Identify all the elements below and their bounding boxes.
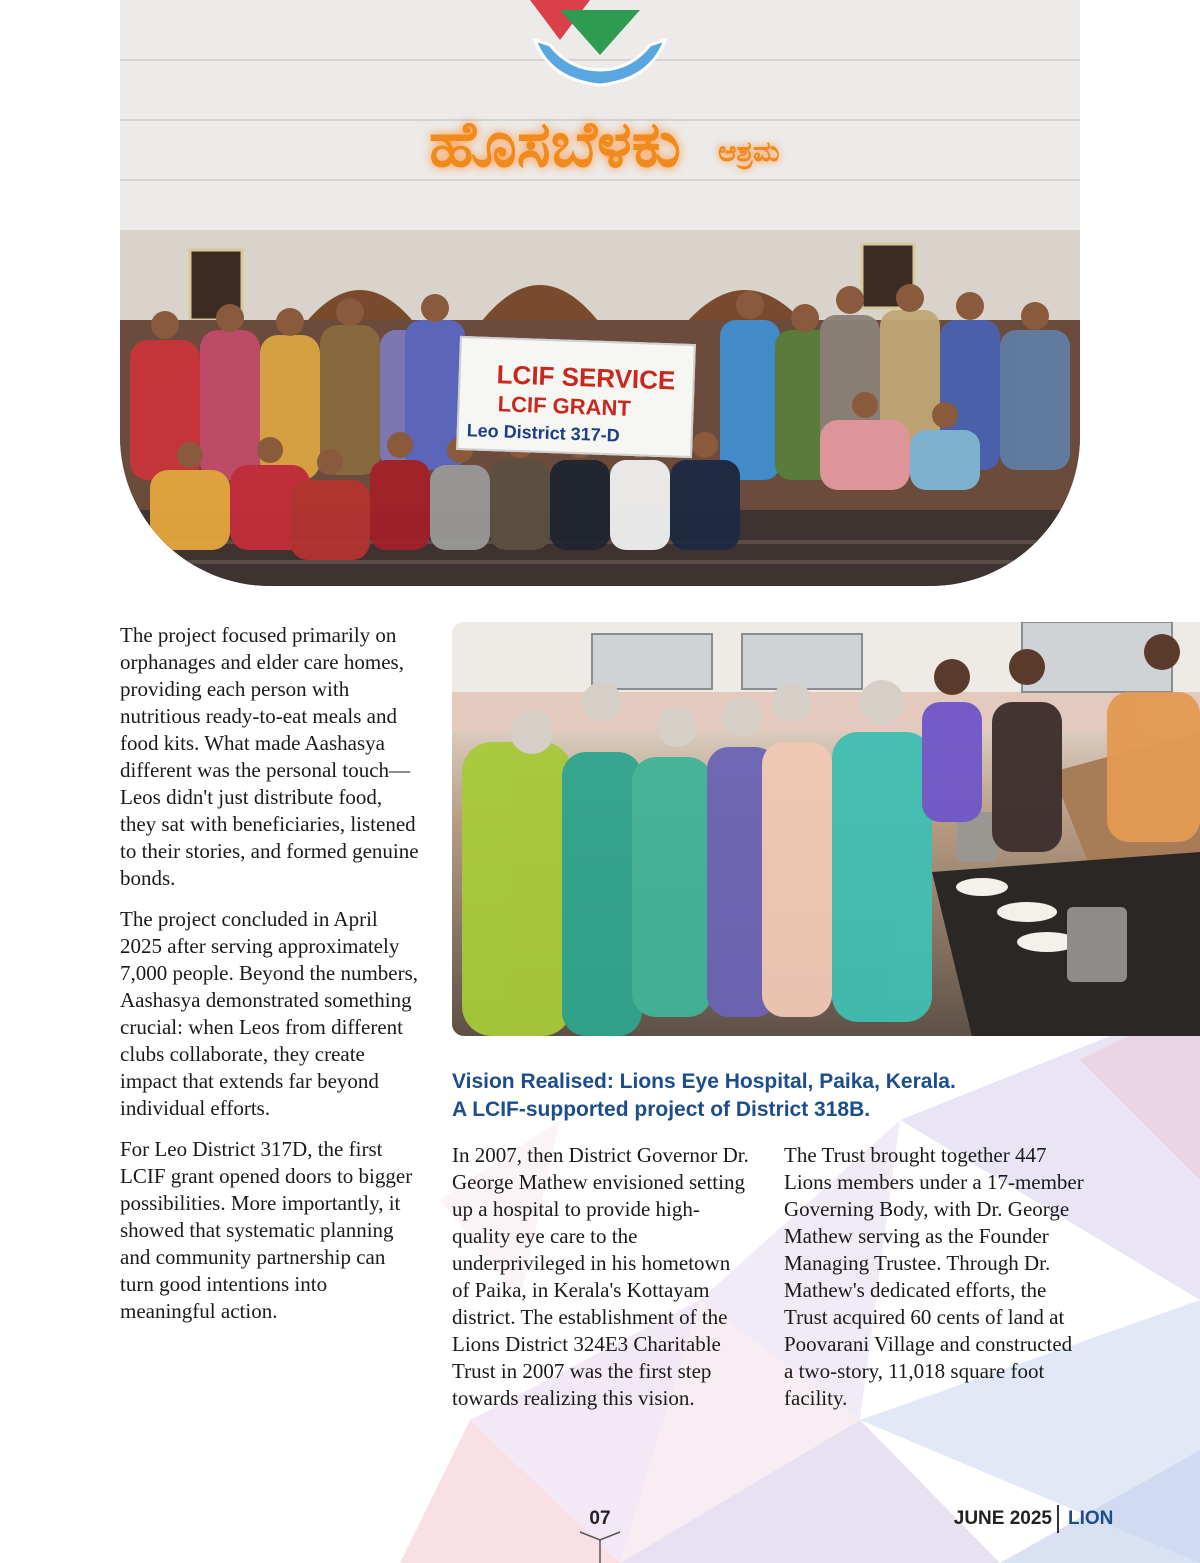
group-photo-scene bbox=[120, 0, 1080, 586]
issue-date: JUNE 2025 bbox=[953, 1508, 1052, 1529]
magazine-brand: LION bbox=[1068, 1508, 1114, 1529]
paragraph-lcif-impact: For Leo District 317D, the first LCIF grant opened doors to bigger possibilities. More importantly, it showed that systematic planning and community partnership can turn good intentions into meaningful action. bbox=[120, 1137, 413, 1323]
section-heading bbox=[452, 1068, 1052, 1124]
page-number-marker bbox=[578, 1530, 622, 1563]
banner-line-2: LCIF GRANT bbox=[497, 391, 632, 421]
section-heading-line-2: A LCIF-supported project of District 318B. bbox=[452, 1098, 871, 1121]
ashram-sign: ಹೊಸಬೆಳಕು bbox=[429, 108, 681, 182]
banner-line-1: LCIF SERVICE bbox=[496, 359, 676, 396]
article-column-1: In 2007, then District Governor Dr. George Mathew envisioned setting up a hospital to provide high-quality eye care to the underprivileged in his hometown of Paika, in Kerala's Kottayam district. The establishment of the Lions District 324E3 Charitable Trust in 2007 was the first step towards realizing this vision. bbox=[452, 1143, 749, 1410]
paragraph-project-focus: The project focused primarily on orphanages and elder care homes, providing each person with nutritious ready-to-eat meals and food kits. What made Aashasya different was the personal touch—Leos didn't just distribute food, they sat with beneficiaries, listened to their stories, and formed genuine bonds. bbox=[120, 623, 419, 890]
ashram-sign-sub: ಆಶ್ರಮ bbox=[718, 135, 780, 168]
meal-distribution-photo bbox=[452, 622, 1200, 1036]
group-photo bbox=[120, 0, 1080, 586]
left-column bbox=[120, 622, 420, 1339]
footer-divider bbox=[1057, 1505, 1059, 1533]
article-column-2: The Trust brought together 447 Lions members under a 17-member Governing Body, with Dr. George Mathew serving as the Founder Managing Trustee. Through Dr. Mathew's dedicated efforts, the Trust acquired 60 cents of land at Poovarani Village and constructed a two-story, 11,018 square foot facility. bbox=[784, 1143, 1084, 1410]
paragraph-project-conclusion: The project concluded in April 2025 after serving approximately 7,000 people. Beyond the numbers, Aashasya demonstrated something crucial: when Leos from different clubs collaborate, they create impact that extends far beyond individual efforts. bbox=[120, 907, 419, 1120]
meal-photo-scene bbox=[452, 622, 1200, 1036]
banner-line-3: Leo District 317-D bbox=[466, 420, 621, 446]
lcif-banner bbox=[456, 336, 696, 458]
page-number: 07 bbox=[589, 1508, 611, 1529]
section-heading-line-1: Vision Realised: Lions Eye Hospital, Paika, Kerala. bbox=[452, 1070, 956, 1093]
